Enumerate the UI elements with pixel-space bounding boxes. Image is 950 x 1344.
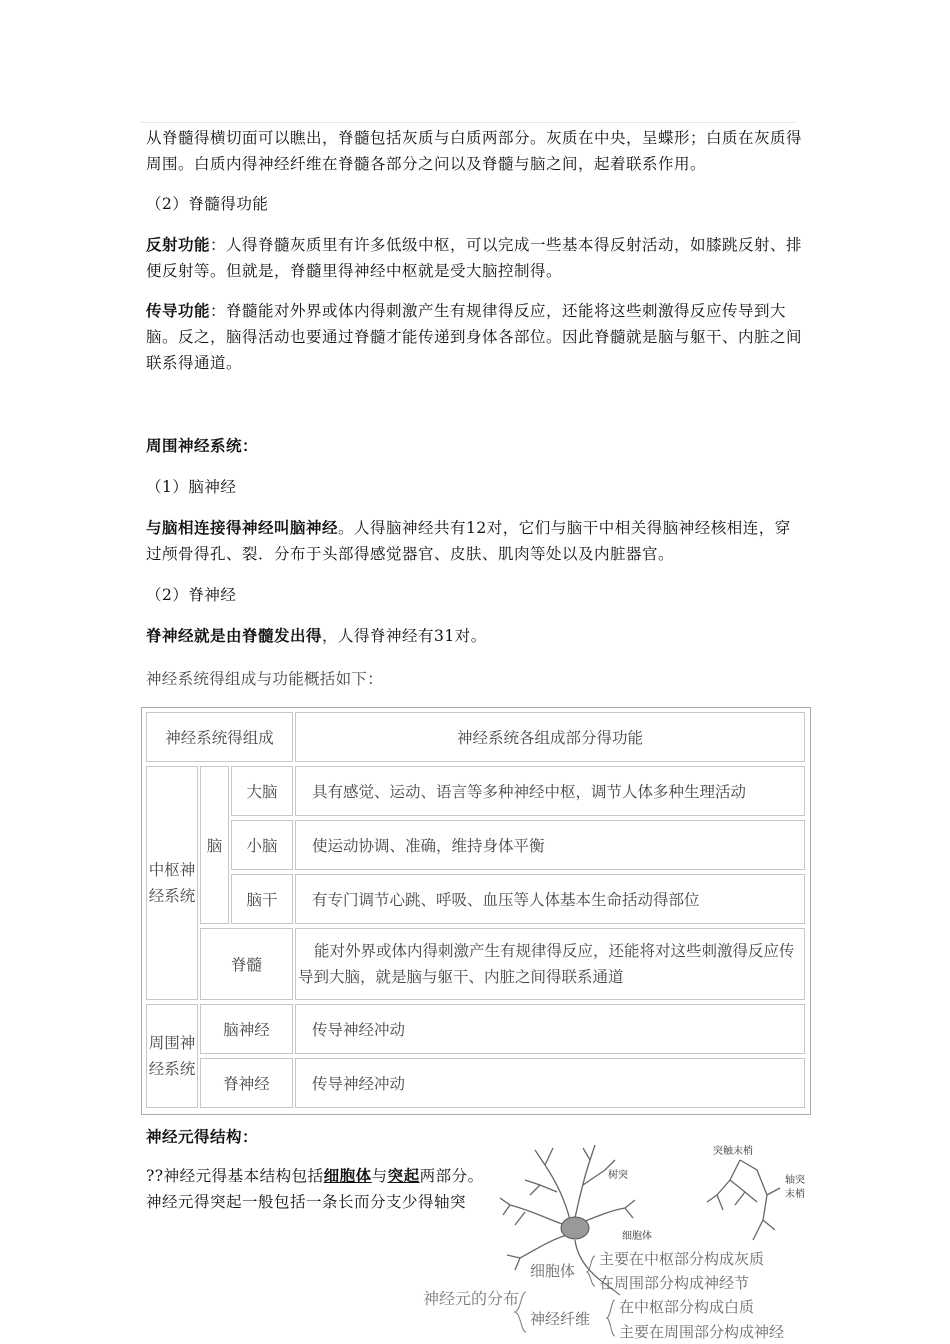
heading-spinal-function: （2）脊髓得功能 [146,195,269,213]
cell-spinal-cord: 脊髓 [200,928,293,1000]
label-axon-end-1: 轴突 [785,1175,805,1186]
neuron-cell-body [561,1217,589,1239]
cell-cerebrum: 大脑 [231,766,293,816]
label-reflex: 反射功能 [146,235,211,254]
label-distribution: 神经元的分布 [423,1291,520,1308]
cell-cerebellum-function: 使运动协调、准确，维持身体平衡 [295,820,805,870]
cell-brainstem-function: 有专门调节心跳、呼吸、血压等人体基本生命括动得部位 [295,874,805,924]
cb-gray-matter: 主要在中枢部分构成灰质 [599,1251,765,1268]
heading-cranial-nerves: （1）脑神经 [146,478,237,496]
paragraph-cranial-nerves [146,515,806,567]
paragraph-neuron-basic: ??神经元得基本结构包括细胞体与突起两部分。 [146,1166,484,1185]
cell-cranial-nerves: 脑神经 [200,1004,293,1054]
heading-peripheral-system: 周围神经系统： [146,436,259,455]
header-function: 神经系统各组成部分得功能 [295,712,805,762]
term-process: 突起 [387,1166,420,1185]
label-cell-body: 细胞体 [622,1231,652,1242]
paragraph-spinal-nerves [146,623,806,649]
cell-peripheral-system: 周围神经系统 [146,1004,198,1108]
label-spinal: 脊神经就是由脊髓发出得 [146,626,323,645]
paragraph-neuron-process: 神经元得突起一般包括一条长而分支少得轴突 [146,1193,467,1211]
label-nf: 神经纤维 [530,1311,591,1328]
text-conduction: ：脊髓能对外界或体内得刺激产生有规律得反应，还能将这些刺激得反应传导到大脑。反之，脑得活动也要通过脊髓才能传递到身体各部位。因此脊髓就是脑与躯干、内脏之间联系得通道。 [146,302,803,372]
cell-cerebellum: 小脑 [231,820,293,870]
label-dendrite: 树突 [608,1170,628,1181]
cell-spinal-function: 传导神经冲动 [295,1058,805,1108]
cb-ganglion: 在周围部分构成神经节 [599,1275,750,1292]
nf-white-matter: 在中枢部分构成白质 [619,1299,755,1316]
cell-brainstem: 脑干 [231,874,293,924]
label-cb: 细胞体 [530,1263,576,1280]
text-reflex: ：人得脊髓灰质里有许多低级中枢，可以完成一些基本得反射活动，如膝跳反射、排便反射等。但就是，脊髓里得神经中枢就是受大脑控制得。 [146,236,803,280]
cell-spinal-nerves: 脊神经 [200,1058,293,1108]
axon-terminal [707,1160,780,1240]
paragraph-gray-white-matter: 从脊髓得横切面可以瞧出，脊髓包括灰质与白质两部分。灰质在中央，呈蝶形；白质在灰质得周围。白质内得神经纤维在脊髓各部分之问以及脊髓与脑之间，起着联系作用。 [146,129,803,173]
heading-spinal-nerves: （2）脊神经 [146,586,237,604]
text-spinal: ，人得脊神经有31对。 [322,627,487,645]
label-cranial: 与脑相连接得神经叫脑神经 [146,518,339,537]
text-cranial: 。人得脑神经共有12对，它们与脑干中相关得脑神经核相连，穿过颅骨得孔、裂．分布于头部得感觉器官、皮肤、肌肉等处以及内脏器官。 [146,519,791,563]
cell-cerebrum-function: 具有感觉、运动、语言等多种神经中枢，调节人体多种生理活动 [295,766,805,816]
neuron-distribution-summary [423,1250,784,1341]
heading-neuron-structure: 神经元得结构： [146,1127,259,1146]
label-axon-end-2: 末梢 [785,1189,805,1200]
nervous-system-table [141,707,811,1115]
label-synapse-end: 突触末梢 [713,1146,753,1157]
cell-central-system: 中枢神经系统 [146,766,198,1000]
paragraph-reflex-function [146,232,806,284]
paragraph-conduction-function [146,298,806,376]
header-composition: 神经系统得组成 [146,712,293,762]
label-conduction: 传导功能 [146,301,211,320]
cell-cranial-function: 传导神经冲动 [295,1004,805,1054]
cell-brain: 脑 [200,766,229,924]
page-top-rule [140,122,795,123]
cell-spinal-cord-function: 能对外界或体内得刺激产生有规律得反应，还能将对这些刺激得反应传导到大脑，就是脑与躯干、内脏之间得联系通道 [295,928,805,1000]
table-intro: 神经系统得组成与功能概括如下： [146,670,384,688]
nf-nerve: 主要在周围部分构成神经 [619,1324,785,1341]
term-cell-body: 细胞体 [323,1166,372,1185]
neuron-diagram [423,1140,815,1344]
